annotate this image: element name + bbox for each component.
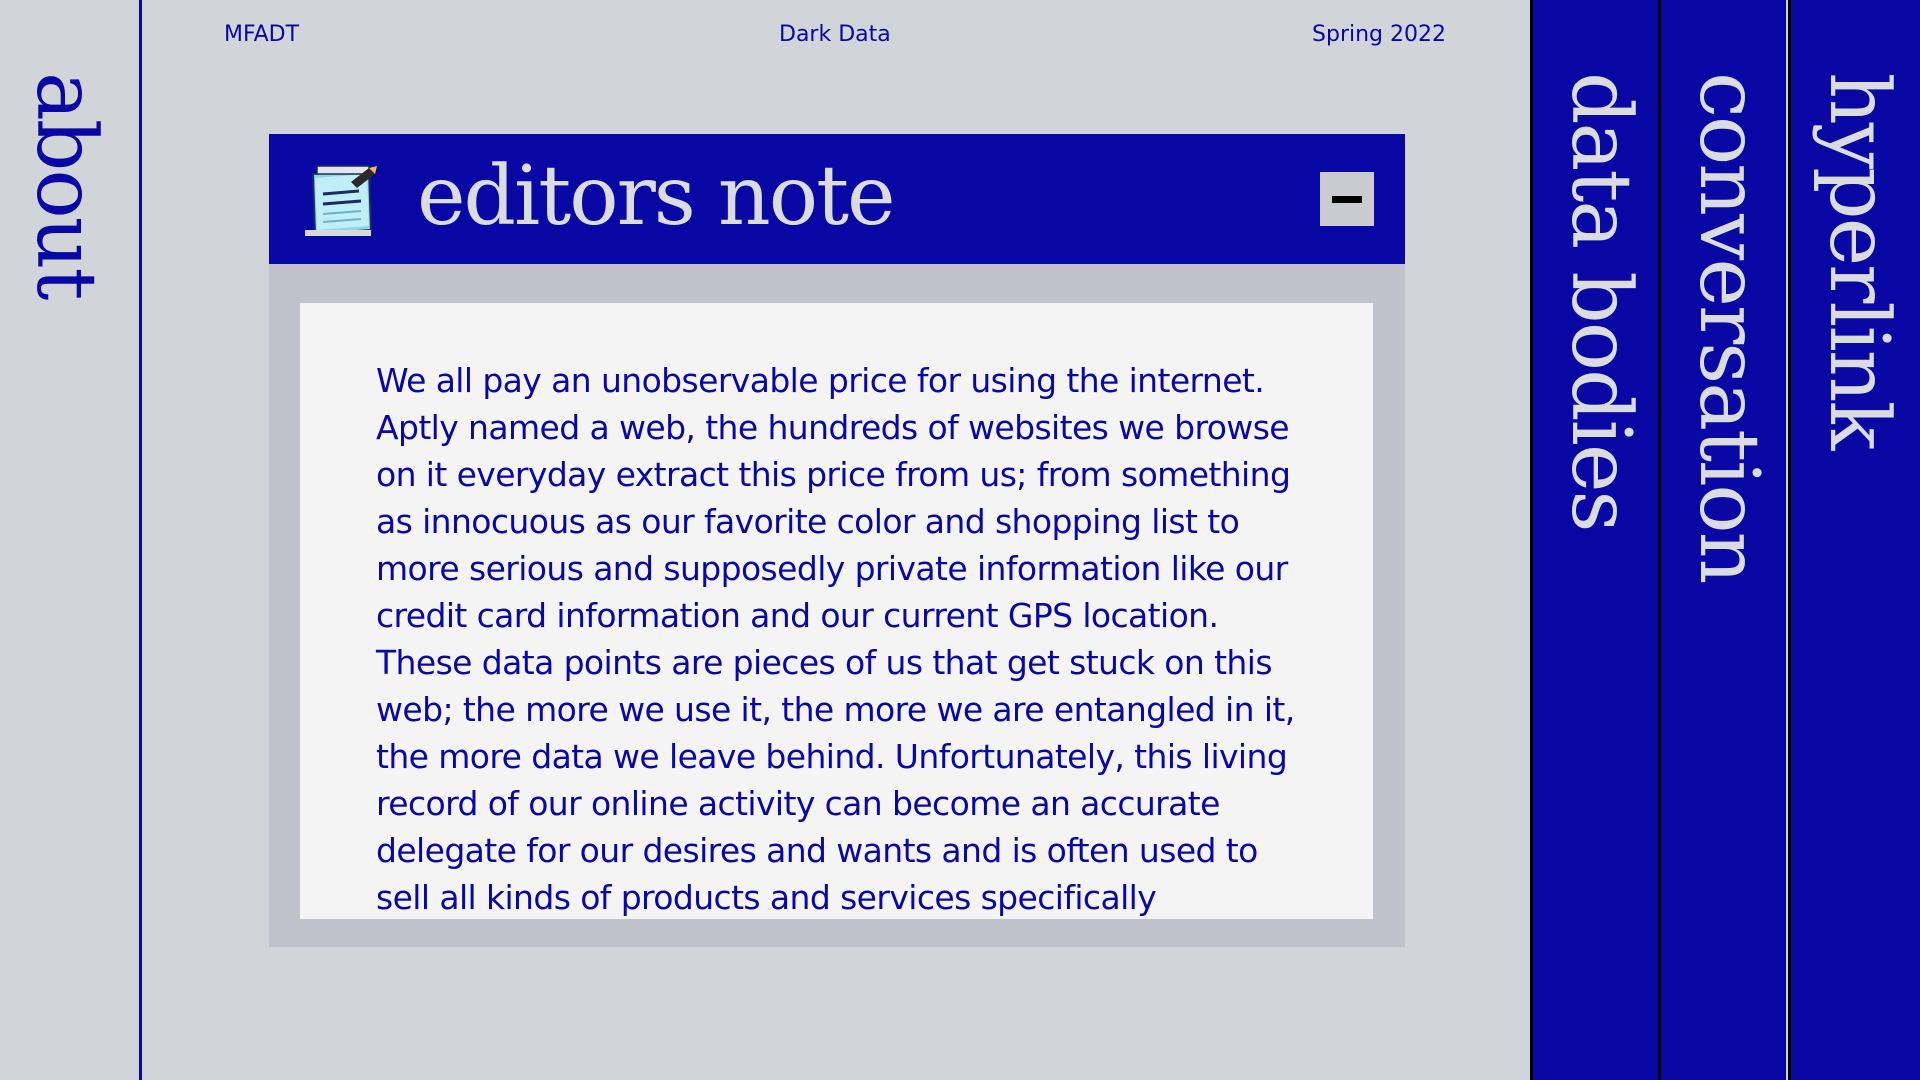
header [224,22,1446,52]
header-term: Spring 2022 [1312,22,1446,47]
note-content[interactable] [300,303,1373,919]
minimize-icon [1332,196,1362,203]
tab-conversation[interactable] [1658,0,1786,1080]
window-titlebar [269,134,1405,264]
tab-label: conversation [1681,72,1776,583]
minimize-button[interactable] [1320,172,1374,226]
header-program: MFADT [224,22,300,47]
tab-label: hyperlink [1811,72,1906,449]
tab-hyperlink[interactable] [1788,0,1920,1080]
window-title: editors note [417,149,894,244]
notepad-icon [299,164,379,238]
tab-data-bodies[interactable] [1530,0,1658,1080]
editors-note-window [269,134,1405,947]
left-rail [0,0,142,1080]
nav-about[interactable]: about [18,72,113,299]
tab-label: data bodies [1553,72,1648,531]
header-project: Dark Data [779,22,891,47]
note-body: We all pay an unobservable price for using the internet. Aptly named a web, the hundreds of websites we browse on it everyday extract this price from us; from something as innocuous as our favorite color and shopping list to more serious and supposedly private information like our credit card information and our current GPS location. These data points are pieces of us that get stuck on this web; the more we use it, the more we are entangled in it, the more data we leave behind. Unfortunately, this living record of our online activity can become an accurate delegate for our desires and wants and is often used to sell all kinds of products and services specifically [376,361,1295,917]
